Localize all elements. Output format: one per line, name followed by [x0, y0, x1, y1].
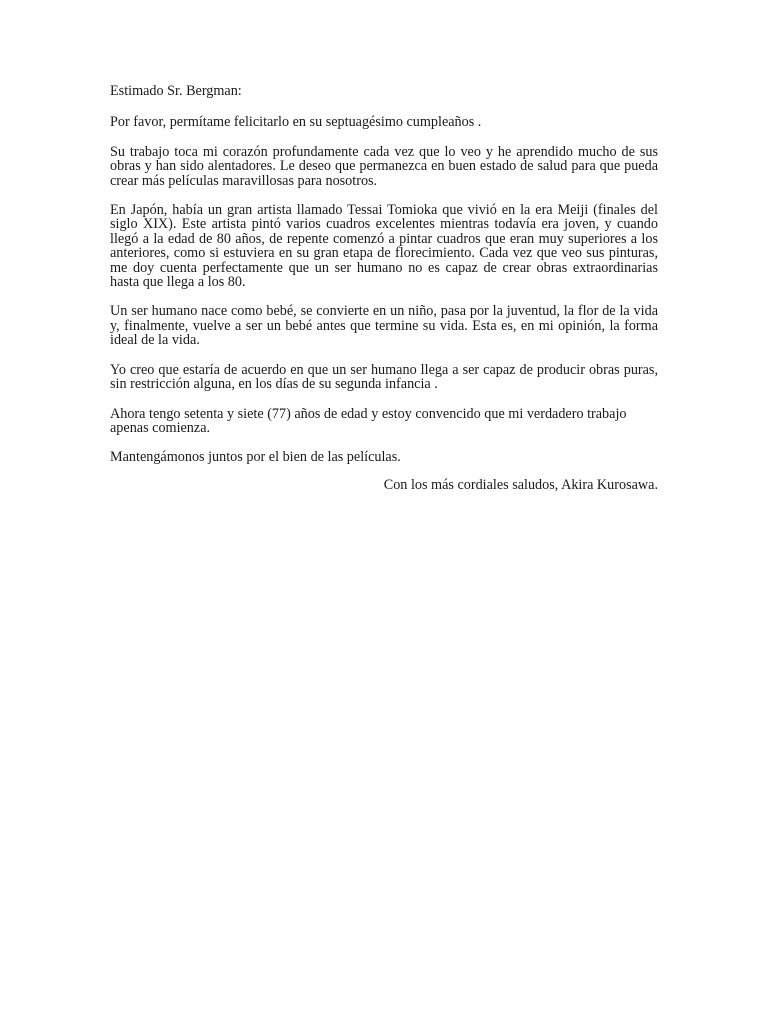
paragraph-human-life: Un ser humano nace como bebé, se convierte en un niño, pasa por la juventud, la flor de la vida y, finalmente, vuelve a ser un bebé antes que termine su vida. Esta es, en mi opinión, la forma ideal de la vida. — [110, 303, 658, 349]
paragraph-tessai-tomioka: En Japón, había un gran artista llamado Tessai Tomioka que vivió en la era Meiji (finales del siglo XIX). Este artista pintó varios cuadros excelentes mientras todavía era joven, y cuando llegó a la edad de 80 años, de repente comenzó a pintar cuadros que eran muy superiores a los anteriores, como si estuviera en su gran etapa de florecimiento. Cada vez que veo sus pinturas, me doy cuenta perfectamente que un ser humano no es capaz de crear obras extraordinarias hasta que llega a los 80. — [110, 202, 658, 291]
paragraph-second-childhood: Yo creo que estaría de acuerdo en que un ser humano llega a ser capaz de producir obras puras, sin restricción alguna, en los días de su segunda infancia . — [110, 361, 658, 393]
letter-closing: Con los más cordiales saludos, Akira Kurosawa. — [383, 476, 658, 493]
paragraph-age: Ahora tengo setenta y siete (77) años de edad y estoy convencido que mi verdadero trabajo apenas comienza. — [110, 405, 627, 436]
letter-body — [110, 84, 658, 507]
paragraph-congratulations: Por favor, permítame felicitarlo en su septuagésimo cumpleaños . — [110, 114, 482, 131]
paragraph-appreciation: Su trabajo toca mi corazón profundamente cada vez que lo veo y he aprendido mucho de sus obras y han sido alentadores. Le deseo que permanezca en buen estado de salud para que pueda crear más películas maravillosas para nosotros. — [110, 143, 658, 189]
letter-greeting: Estimado Sr. Bergman: — [110, 83, 242, 99]
paragraph-together: Mantengámonos juntos por el bien de las películas. — [110, 449, 401, 466]
